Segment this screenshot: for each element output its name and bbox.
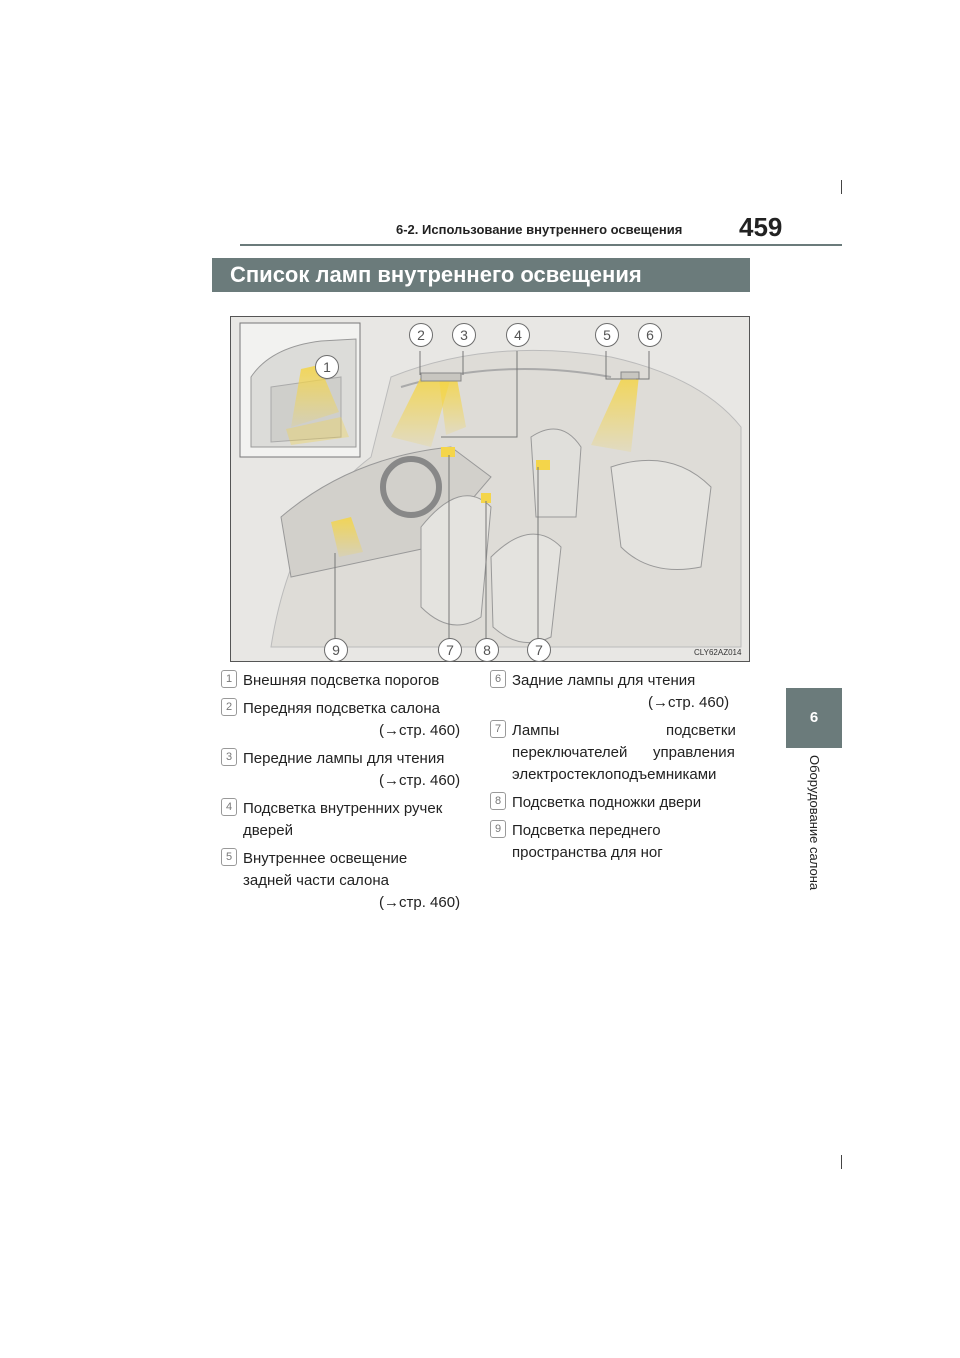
chapter-tab: 6 — [786, 688, 842, 748]
rear-lamp — [621, 372, 639, 379]
legend-num: 3 — [221, 748, 237, 766]
legend-num: 6 — [490, 670, 506, 688]
running-header: 6-2. Использование внутреннего освещения — [396, 222, 683, 237]
car-interior-illustration — [231, 317, 749, 661]
legend-num: 9 — [490, 820, 506, 838]
chapter-title: Оборудование салона — [807, 755, 822, 891]
legend-num: 7 — [490, 720, 506, 738]
legend-num: 4 — [221, 798, 237, 816]
legend-text-line2b: управления — [653, 744, 735, 761]
callout-8: 8 — [475, 638, 499, 662]
page-ref: (→стр. 460) — [379, 772, 461, 789]
legend-text-line2a: переключателей — [512, 744, 628, 761]
figure-code: CLY62AZ014 — [694, 648, 742, 657]
callout-6: 6 — [638, 323, 662, 347]
legend-text: Внешняя подсветка порогов — [243, 672, 440, 689]
legend-text-line1: Подсветка переднего — [512, 822, 661, 839]
crop-mark-top — [841, 180, 842, 194]
legend-text-line1: Подсветка внутренних ручек — [243, 800, 443, 817]
page-ref: (→стр. 460) — [379, 894, 461, 911]
legend-text-line2: задней части салона — [243, 872, 389, 889]
legend-num: 5 — [221, 848, 237, 866]
legend-text-line2: пространства для ног — [512, 844, 663, 861]
callout-5: 5 — [595, 323, 619, 347]
callout-3: 3 — [452, 323, 476, 347]
callout-7a: 7 — [438, 638, 462, 662]
callout-7b: 7 — [527, 638, 551, 662]
callout-9: 9 — [324, 638, 348, 662]
legend-text: Передние лампы для чтения — [243, 750, 445, 767]
crop-mark-bottom — [841, 1155, 842, 1169]
legend-text-line1: Внутреннее освещение — [243, 850, 408, 867]
header-rule — [240, 244, 842, 246]
page-number: 459 — [739, 212, 783, 242]
legend-text-line3: электростеклоподъемниками — [512, 766, 717, 783]
overhead-console — [421, 373, 461, 381]
callout-1: 1 — [315, 355, 339, 379]
legend-num: 2 — [221, 698, 237, 716]
legend-text-line2: дверей — [243, 822, 293, 839]
legend-text-line1b: подсветки — [666, 722, 736, 739]
page-ref: (→стр. 460) — [648, 694, 730, 711]
legend-text: Передняя подсветка салона — [243, 700, 440, 717]
interior-lights-figure — [230, 316, 750, 662]
callout-4: 4 — [506, 323, 530, 347]
page-ref: (→стр. 460) — [379, 722, 461, 739]
legend-text: Задние лампы для чтения — [512, 672, 696, 689]
legend-text: Подсветка подножки двери — [512, 794, 702, 811]
switch-light — [441, 447, 455, 457]
callout-2: 2 — [409, 323, 433, 347]
legend-num: 8 — [490, 792, 506, 810]
chapter-title-vertical — [786, 755, 842, 915]
legend-text-line1a: Лампы — [512, 722, 560, 739]
section-heading: Список ламп внутреннего освещения — [212, 258, 750, 292]
legend-num: 1 — [221, 670, 237, 688]
